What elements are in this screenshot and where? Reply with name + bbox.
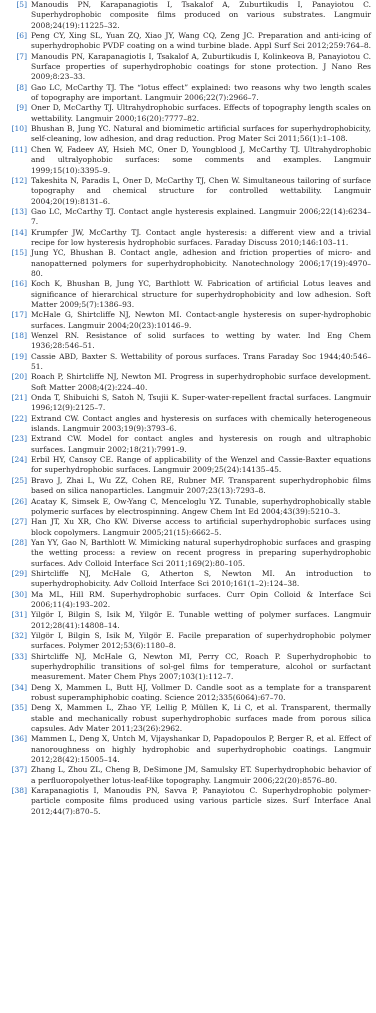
reference-text: Deng X, Mammen L, Zhao YF, Lellig P, Müllen K, Li C, et al. Transparent, thermally stable and mechanically robust superhydrophobic surfaces made from porous silica capsules. Adv Mater 2011;23(26):2962. — [31, 703, 371, 734]
reference-text: Gao LC, McCarthy TJ. Contact angle hysteresis explained. Langmuir 2006;22(14):6234–7. — [31, 206, 371, 227]
reference-text: Chen W, Fadeev AY, Hsieh MC, Oner D, Youngblood J, McCarthy TJ. Ultrahydrophobic and ultralyophobic surfaces: some comments and examples. Langmuir 1999;15(10):3395–9. — [31, 144, 371, 175]
reference-number-link[interactable]: [20] — [11, 372, 27, 382]
reference-text: Takeshita N, Paradis L, Oner D, McCarthy TJ, Chen W. Simultaneous tailoring of surface topography and chemical structure for controlled wettability. Langmuir 2004;20(19):8131–6. — [31, 175, 371, 206]
reference-item — [4, 393, 371, 414]
reference-number-link[interactable]: [33] — [11, 651, 27, 661]
reference-item — [4, 734, 371, 765]
reference-item — [4, 145, 371, 176]
reference-number-link[interactable]: [7] — [16, 51, 27, 61]
reference-number-link[interactable]: [19] — [11, 351, 27, 361]
reference-text: Shirtcliffe NJ, McHale G, Newton MI, Perry CC, Roach P. Superhydrophobic to superhydrophilic transitions of sol-gel films for temperature, alcohol or surfactant measurement. Mater Chem Phys 2007;103(1):112–7. — [31, 651, 371, 682]
reference-text: Bravo J, Zhai L, Wu ZZ, Cohen RE, Rubner MF. Transparent superhydrophobic films based on silica nanoparticles. Langmuir 2007;23(13):7293–8. — [31, 475, 371, 496]
reference-text: Oner D, McCarthy TJ. Ultrahydrophobic surfaces. Effects of topography length scales on wettability. Langmuir 2000;16(20):7777–82. — [31, 103, 371, 123]
reference-item — [4, 476, 371, 497]
reference-text: Ma ML, Hill RM. Superhydrophobic surfaces. Curr Opin Colloid & Interface Sci 2006;11(4):193–202. — [31, 589, 371, 609]
reference-item — [4, 124, 371, 145]
reference-item — [4, 414, 371, 435]
reference-item — [4, 352, 371, 373]
reference-text: Mammen L, Deng X, Untch M, Vijayshankar D, Papadopoulos P, Berger R, et al. Effect of nanoroughness on highly hydrophobic and superhydrophobic coatings. Langmuir 2012;28(42):15005–14. — [31, 734, 371, 765]
reference-number-link[interactable]: [36] — [11, 734, 27, 744]
reference-text: Peng CY, Xing SL, Yuan ZQ, Xiao JY, Wang CQ, Zeng JC. Preparation and anti-icing of superhydrophobic PVDF coating on a wind turbine blade. Appl Surf Sci 2012;259:764–8. — [31, 31, 371, 51]
reference-number-link[interactable]: [30] — [11, 589, 27, 599]
reference-number-link[interactable]: [28] — [11, 537, 27, 547]
reference-item — [4, 310, 371, 331]
reference-text: Deng X, Mammen L, Butt HJ, Vollmer D. Candle soot as a template for a transparent robust superamphiphobic coating. Science 2012;335(6064):67–70. — [31, 682, 371, 703]
reference-item — [4, 569, 371, 590]
reference-text: McHale G, Shirtcliffe NJ, Newton MI. Contact-angle hysteresis on super-hydrophobic surfaces. Langmuir 2004;20(23):10146–9. — [31, 310, 371, 330]
reference-item — [4, 52, 371, 83]
reference-number-link[interactable]: [16] — [11, 279, 27, 289]
reference-item — [4, 31, 371, 52]
reference-number-link[interactable]: [34] — [11, 682, 27, 692]
reference-number-link[interactable]: [22] — [11, 413, 27, 423]
reference-number-link[interactable]: [24] — [11, 455, 27, 465]
reference-item — [4, 331, 371, 352]
reference-number-link[interactable]: [11] — [11, 144, 27, 154]
reference-number-link[interactable]: [31] — [11, 610, 27, 620]
reference-text: Acatay K, Simsek E, Ow-Yang C, Menceloglu YZ. Tunable, superhydrophobically stable polymeric surfaces by electrospinning. Angew Chem Int Ed 2004;43(39):5210–3. — [31, 496, 371, 516]
reference-text: Karapanagiotis I, Manoudis PN, Savva P, Panayiotou C. Superhydrophobic polymer-particle composite films produced using various particle sizes. Surf Interface Anal 2012;44(7):870–5. — [31, 786, 371, 816]
reference-text: Koch K, Bhushan B, Jung YC, Barthlott W. Fabrication of artificial Lotus leaves and significance of hierarchical structure for superhydrophobicity and low adhesion. Soft Matter 2009;5(7):1386–93. — [31, 279, 371, 309]
reference-text: Bhushan B, Jung YC. Natural and biomimetic artificial surfaces for superhydrophobicity, self-cleaning, low adhesion, and drag reduction. Prog Mater Sci 2011;56(1):1–108. — [31, 124, 371, 144]
reference-text: Wenzel RN. Resistance of solid surfaces to wetting by water. Ind Eng Chem 1936;28:546–51. — [31, 331, 371, 351]
reference-text: Extrand CW. Contact angles and hysteresis on surfaces with chemically heterogeneous islands. Langmuir 2003;19(9):3793–6. — [31, 413, 371, 434]
reference-text: Yilgör I, Bilgin S, Isik M, Yilgör E. Facile preparation of superhydrophobic polymer surfaces. Polymer 2012;53(6):1180–8. — [31, 630, 371, 651]
reference-number-link[interactable]: [29] — [11, 568, 27, 578]
reference-item — [4, 497, 371, 518]
reference-text: Onda T, Shibuichi S, Satoh N, Tsujii K. Super-water-repellent fractal surfaces. Langmuir 1996;12(9):2125–7. — [31, 393, 371, 413]
reference-text: Yilgör I, Bilgin S, Isik M, Yilgör E. Tunable wetting of polymer surfaces. Langmuir 2012;28(41):14808–14. — [31, 610, 371, 630]
reference-item — [4, 103, 371, 124]
reference-number-link[interactable]: [38] — [11, 786, 27, 796]
reference-number-link[interactable]: [27] — [11, 517, 27, 527]
reference-number-link[interactable]: [15] — [11, 248, 27, 258]
reference-text: Zhang L, Zhou ZL, Cheng B, DeSimone JM, Samulsky ET. Superhydrophobic behavior of a perfluoropolyether lotus-leaf-like topography. Langmuir 2006;22(20):8576–80. — [31, 765, 371, 785]
reference-item — [4, 176, 371, 207]
reference-number-link[interactable]: [8] — [16, 82, 27, 92]
reference-item — [4, 434, 371, 455]
reference-text: Krumpfer JW, McCarthy TJ. Contact angle hysteresis: a different view and a trivial recipe for low hysteresis hydrophobic surfaces. Faraday Discuss 2010;146:103–11. — [31, 227, 371, 247]
reference-item — [4, 207, 371, 228]
reference-number-link[interactable]: [26] — [11, 496, 27, 506]
reference-text: Shirtcliffe NJ, McHale G, Atherton S, Newton MI. An introduction to superhydrophobicity. Adv Colloid Interface Sci 2010;161(1–2):124–38. — [31, 568, 371, 589]
reference-item — [4, 83, 371, 104]
reference-item — [4, 786, 371, 817]
reference-number-link[interactable]: [10] — [11, 124, 27, 134]
reference-text: Cassie ABD, Baxter S. Wettability of porous surfaces. Trans Faraday Soc 1944;40:546–51. — [31, 351, 371, 372]
reference-number-link[interactable]: [13] — [11, 206, 27, 216]
reference-item — [4, 590, 371, 611]
reference-item — [4, 279, 371, 310]
reference-text: Yan YY, Gao N, Barthlott W. Mimicking natural superhydrophobic surfaces and grasping the wetting process: a review on recent progress in preparing superhydrophobic surfaces. Adv Colloid Interface Sci 2011;169(2):80–105. — [31, 537, 371, 568]
reference-number-link[interactable]: [21] — [11, 393, 27, 403]
reference-number-link[interactable]: [12] — [11, 175, 27, 185]
reference-text: Erbil HY, Cansoy CE. Range of applicability of the Wenzel and Cassie-Baxter equations for superhydrophobic surfaces. Langmuir 2009;25(24):14135–45. — [31, 455, 371, 475]
reference-text: Extrand CW. Model for contact angles and hysteresis on rough and ultraphobic surfaces. Langmuir 2002;18(21):7991–9. — [31, 434, 371, 454]
reference-number-link[interactable]: [32] — [11, 630, 27, 640]
reference-item — [4, 765, 371, 786]
reference-number-link[interactable]: [18] — [11, 331, 27, 340]
reference-item — [4, 372, 371, 393]
reference-item — [4, 683, 371, 704]
reference-item — [4, 248, 371, 279]
reference-item — [4, 610, 371, 631]
reference-item — [4, 0, 371, 31]
reference-text: Manoudis PN, Karapanagiotis I, Tsakalof A, Zuburtikudis I, Kolinkeova B, Panayiotou C. Surface properties of superhydrophobic coatings for stone protection. J Nano Res 2009;8:23–33. — [31, 51, 371, 82]
reference-number-link[interactable]: [17] — [11, 310, 27, 320]
reference-text: Manoudis PN, Karapanagiotis I, Tsakalof A, Zuburtikudis I, Panayiotou C. Superhydrophobic composite films produced on various substrates. Langmuir 2008;24(19):11225–32. — [31, 0, 371, 30]
reference-number-link[interactable]: [5] — [16, 0, 27, 9]
reference-number-link[interactable]: [25] — [11, 475, 27, 485]
reference-number-link[interactable]: [9] — [16, 103, 27, 113]
reference-item — [4, 703, 371, 734]
reference-item — [4, 652, 371, 683]
reference-item — [4, 228, 371, 249]
reference-text: Gao LC, McCarthy TJ. The “lotus effect” explained: two reasons why two length scales of topography are important. Langmuir 2006;22(7):2966–7. — [31, 82, 371, 103]
reference-number-link[interactable]: [35] — [11, 703, 27, 713]
reference-text: Han JT, Xu XR, Cho KW. Diverse access to artificial superhydrophobic surfaces using block copolymers. Langmuir 2005;21(15):6662–5. — [31, 517, 371, 537]
reference-item — [4, 631, 371, 652]
reference-number-link[interactable]: [37] — [11, 765, 27, 775]
reference-number-link[interactable]: [6] — [16, 31, 27, 41]
reference-text: Jung YC, Bhushan B. Contact angle, adhesion and friction properties of micro- and nanopatterned polymers for superhydrophobicity. Nanotechnology 2006;17(19):4970–80. — [31, 248, 371, 278]
reference-number-link[interactable]: [14] — [11, 227, 27, 237]
reference-item — [4, 517, 371, 538]
reference-text: Roach P, Shirtcliffe NJ, Newton MI. Progress in superhydrophobic surface development. Soft Matter 2008;4(2):224–40. — [31, 372, 371, 392]
reference-number-link[interactable]: [23] — [11, 434, 27, 444]
reference-item — [4, 455, 371, 476]
reference-item — [4, 538, 371, 569]
